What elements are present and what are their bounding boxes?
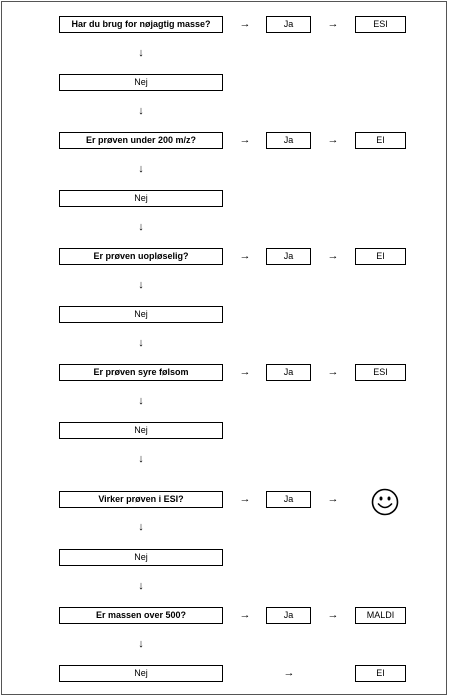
yes-box-1 [266,16,311,33]
question-box-6 [59,607,223,624]
no-box-5 [59,549,223,566]
result-text: MALDI [366,610,395,620]
right-arrow-icon: → [327,609,339,621]
down-arrow-icon: ↓ [138,47,144,59]
down-arrow-icon: ↓ [138,105,144,117]
right-arrow-icon: → [327,493,339,505]
no-box-6 [59,665,223,682]
down-arrow-icon: ↓ [138,395,144,407]
result-box-4 [355,364,406,381]
down-arrow-icon: ↓ [138,163,144,175]
yes-box-5 [266,491,311,508]
yes-box-4 [266,364,311,381]
result-text: EI [376,251,385,261]
question-text: Har du brug for nøjagtig masse? [71,19,211,29]
result-box-2 [355,132,406,149]
down-arrow-icon: ↓ [138,453,144,465]
yes-text: Ja [283,19,294,29]
question-box-4 [59,364,223,381]
result-text: EI [376,135,385,145]
result-box-6 [355,607,406,624]
yes-box-6 [266,607,311,624]
down-arrow-icon: ↓ [138,279,144,291]
result-box-3 [355,248,406,265]
no-text: Nej [134,193,148,203]
no-text: Nej [134,552,148,562]
question-box-1 [59,16,223,33]
right-arrow-icon: → [327,366,339,378]
question-box-3 [59,248,223,265]
result-text: ESI [373,19,388,29]
down-arrow-icon: ↓ [138,521,144,533]
no-box-1 [59,74,223,91]
down-arrow-icon: ↓ [138,580,144,592]
down-arrow-icon: ↓ [138,221,144,233]
right-arrow-icon: → [239,18,251,30]
diagram-frame [1,1,447,695]
right-arrow-icon: → [239,134,251,146]
result-box-1 [355,16,406,33]
question-text: Er prøven under 200 m/z? [85,135,197,145]
result-text: ESI [373,367,388,377]
right-arrow-icon: → [239,250,251,262]
no-text: Nej [134,77,148,87]
no-text: Nej [134,425,148,435]
right-arrow-icon: → [239,609,251,621]
right-arrow-icon: → [283,667,295,679]
right-arrow-icon: → [239,493,251,505]
question-text: Er prøven syre følsom [93,367,189,377]
right-arrow-icon: → [327,134,339,146]
question-text: Er massen over 500? [95,610,187,620]
question-text: Virker prøven i ESI? [98,494,184,504]
yes-text: Ja [283,367,294,377]
no-text: Nej [134,309,148,319]
yes-box-3 [266,248,311,265]
right-arrow-icon: → [239,366,251,378]
yes-text: Ja [283,251,294,261]
right-arrow-icon: → [327,18,339,30]
right-arrow-icon: → [327,250,339,262]
no-box-4 [59,422,223,439]
question-box-2 [59,132,223,149]
no-box-3 [59,306,223,323]
question-text: Er prøven uopløselig? [93,251,189,261]
question-box-5 [59,491,223,508]
yes-box-2 [266,132,311,149]
down-arrow-icon: ↓ [138,337,144,349]
final-result-box [355,665,406,682]
no-text: Nej [134,668,148,678]
yes-text: Ja [283,494,294,504]
yes-text: Ja [283,610,294,620]
no-box-2 [59,190,223,207]
down-arrow-icon: ↓ [138,638,144,650]
smiley-face-icon [371,488,399,516]
yes-text: Ja [283,135,294,145]
result-text: EI [376,668,385,678]
